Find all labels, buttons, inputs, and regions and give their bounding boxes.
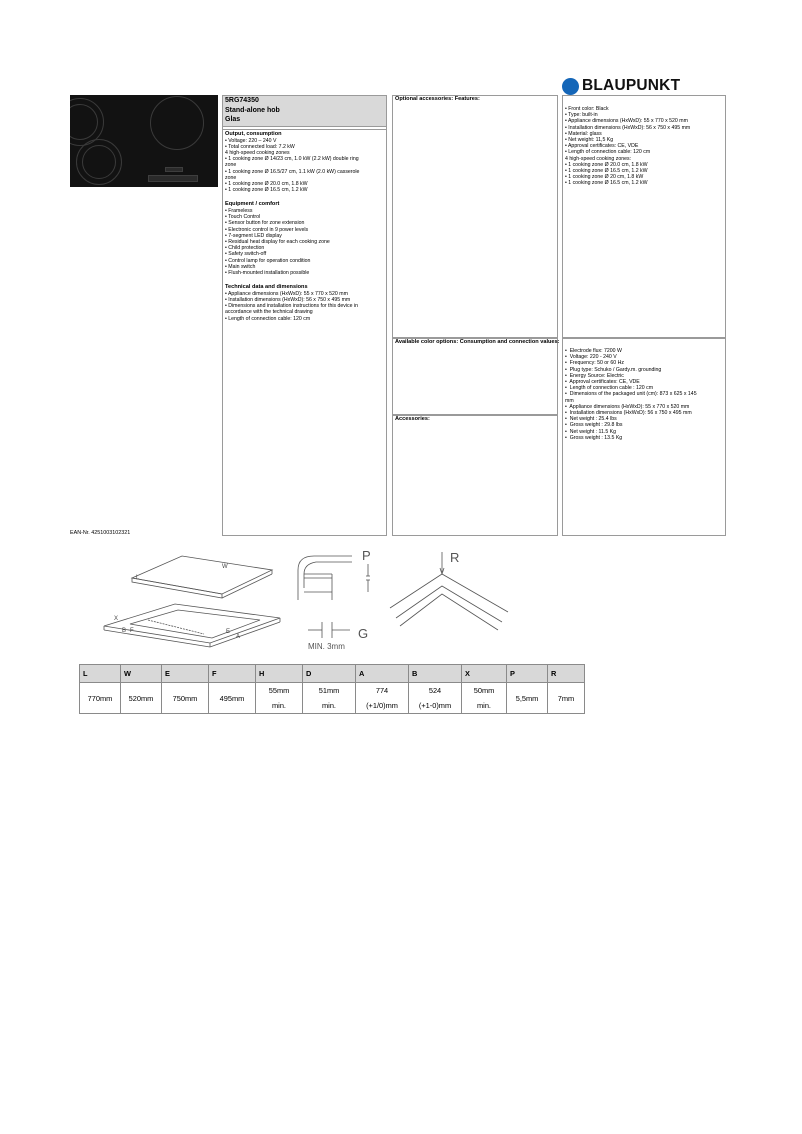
spec-line: • Electrode flux: 7200 W xyxy=(565,348,622,354)
spec-line: • Net weight: 11,5 Kg xyxy=(565,137,614,144)
dimension-value-line: min. xyxy=(272,701,286,710)
accessories-box xyxy=(392,415,558,536)
product-model: 5RG74350 xyxy=(225,97,259,104)
dimension-value-cell xyxy=(462,683,507,714)
color-options-heading: Available color options: Consumption and connection values: xyxy=(395,339,560,345)
spec-line: • 1 cooking zone Ø 16.5 cm, 1.2 kW xyxy=(565,168,648,175)
drawing-label-f: F xyxy=(130,628,134,634)
drawing-label-p: P xyxy=(362,548,371,563)
spec-line: • 1 cooking zone Ø 14/23 cm, 1.0 kW (2.2 kW) double ring xyxy=(225,156,359,163)
spec-line: • Flush-mounted installation possible xyxy=(225,270,310,277)
spec-line: accordance with the technical drawing xyxy=(225,309,313,316)
optional-accessories-box xyxy=(392,95,558,338)
dimension-header-cell: X xyxy=(462,665,507,683)
spec-line: • Gross weight : 29.8 lbs xyxy=(565,422,623,429)
dimension-value-cell xyxy=(256,683,303,714)
spec-line: 4 high-speed cooking zones xyxy=(225,150,290,156)
spec-line: • Dimensions and installation instructions for this device in xyxy=(225,303,359,310)
drawing-label-b: B xyxy=(122,628,127,634)
spec-line: • Appliance dimensions (HxWxD): 55 x 770 x 520 mm xyxy=(565,118,688,125)
spec-line: • Installation dimensions (HxWxD): 56 x 750 x 495 mm xyxy=(565,410,692,417)
dimension-value-cell xyxy=(121,683,162,714)
dimension-value-line: 7mm xyxy=(557,693,575,703)
ean-number: EAN-Nr. 4251003102321 xyxy=(70,530,131,536)
consumption-list-box xyxy=(562,338,726,536)
touch-control-strip xyxy=(148,175,198,182)
dimension-value-line: 55mm xyxy=(268,686,290,695)
spec-line: • Length of connection cable: 120 cm xyxy=(565,149,651,156)
spec-line: • Material: glass xyxy=(565,130,602,137)
dimension-header-cell: D xyxy=(303,665,356,683)
spec-line: • Sensor button for zone extension xyxy=(225,220,305,227)
section-heading: Output, consumption xyxy=(225,131,282,137)
logo-text: BLAUPUNKT xyxy=(582,77,681,94)
spec-line: • Electronic control in 9 power levels xyxy=(225,226,309,233)
dimension-value-line: 770mm xyxy=(87,693,113,703)
dimension-value-line: 520mm xyxy=(128,693,154,703)
dimension-value-cell xyxy=(162,683,209,714)
spec-line: • Energy Source: Electric xyxy=(565,372,624,379)
dimensions-value-row xyxy=(80,683,585,714)
spec-line: • Total connected load: 7.2 kW xyxy=(225,143,295,150)
dimension-header-cell: B xyxy=(409,665,462,683)
drawing-label-min: MIN. 3mm xyxy=(308,642,345,651)
control-indicator xyxy=(165,167,183,172)
spec-line: • Appliance dimensions (HxWxD): 55 x 770 x 520 mm xyxy=(225,290,348,297)
spec-line: • 1 cooking zone Ø 20 cm, 1.8 kW xyxy=(565,174,644,181)
dimension-value-line: (+1-0)mm xyxy=(418,701,452,710)
dimension-value-line: 51mm xyxy=(318,686,340,695)
dimension-value-cell xyxy=(209,683,256,714)
dimension-value-cell xyxy=(507,683,548,714)
dimension-value-cell xyxy=(409,683,462,714)
spec-line: • Residual heat display for each cooking zone xyxy=(225,239,330,246)
features-list-box xyxy=(562,95,726,338)
product-material: Glas xyxy=(225,116,241,123)
dimension-header-cell: A xyxy=(356,665,409,683)
dimension-value-line: 5,5mm xyxy=(515,693,539,703)
dimension-header-cell: R xyxy=(548,665,585,683)
dimension-value-cell xyxy=(356,683,409,714)
drawing-label-l: L xyxy=(136,575,140,581)
product-title-band xyxy=(223,96,386,127)
spec-line: • 1 cooking zone Ø 16.5 cm, 1.2 kW xyxy=(565,180,648,187)
optional-accessories-heading: Optional accessories: Features: xyxy=(395,96,480,102)
technical-drawing xyxy=(100,548,530,653)
spec-line: • 7-segment LED display xyxy=(225,232,282,239)
dimension-value-line: 750mm xyxy=(172,693,198,703)
section-heading: Technical data and dimensions xyxy=(225,284,308,291)
dimension-value-cell xyxy=(303,683,356,714)
drawing-label-x: X xyxy=(114,616,119,622)
spec-line: • Frameless xyxy=(225,208,253,215)
spec-line: • Touch Control xyxy=(225,214,261,221)
spec-line: • Approval certificates: CE, VDE xyxy=(565,379,640,386)
cooking-zone-graphic xyxy=(82,145,116,179)
spec-line: • Plug type: Schuko / Gardy.m. grounding xyxy=(565,366,662,373)
dimension-value-line: 774 xyxy=(375,686,389,695)
corner-radius-drawing xyxy=(390,552,508,630)
spec-line: • Net weight : 11.5 Kg xyxy=(565,428,617,435)
dimensions-table xyxy=(79,664,585,714)
spec-line: • Voltage: 220 – 240 V xyxy=(225,137,277,144)
accessories-heading: Accessories: xyxy=(395,416,430,422)
drawing-label-g: G xyxy=(358,626,369,641)
drawing-label-w: W xyxy=(222,564,228,570)
dimension-value-line: min. xyxy=(477,701,491,710)
spec-line: • Installation dimensions (HxWxD): 56 x 750 x 495 mm xyxy=(565,124,691,131)
dimension-header-cell: H xyxy=(256,665,303,683)
spec-line: • Gross weight : 13.5 Kg xyxy=(565,434,623,441)
product-description-box xyxy=(222,95,387,536)
spec-line: • Installation dimensions (HxWxD): 56 x 750 x 495 mm xyxy=(225,297,351,304)
spec-line: • Length of connection cable : 120 cm xyxy=(565,385,654,392)
spec-line: • 1 cooking zone Ø 20.0 cm, 1.8 kW xyxy=(565,161,648,168)
spec-line: mm xyxy=(565,397,574,404)
spec-line: • Safety switch-off xyxy=(225,251,267,258)
cooking-zone-graphic xyxy=(150,96,204,150)
brand-logo xyxy=(562,76,680,96)
drawing-label-e: E xyxy=(226,629,231,635)
spec-line: • 1 cooking zone Ø 16.5 cm, 1.2 kW xyxy=(225,187,308,194)
section-heading: Equipment / comfort xyxy=(225,201,280,208)
dimension-value-line: 524 xyxy=(428,686,442,695)
drawing-label-a: A xyxy=(236,634,241,640)
spec-line: • Approval certificates: CE, VDE xyxy=(565,143,639,150)
product-specs xyxy=(223,129,386,322)
spec-line: • Type: built-in xyxy=(565,112,598,119)
spec-line: • 1 cooking zone Ø 16.5/27 cm, 1.1 kW (2.0 kW) casserole xyxy=(225,168,360,175)
spec-line: • Length of connection cable: 120 cm xyxy=(225,315,311,322)
spec-line: zone xyxy=(225,162,237,169)
dimension-value-line: min. xyxy=(322,701,336,710)
dimension-value-line: 495mm xyxy=(219,693,245,703)
spec-line: 4 high-speed cooking zones: xyxy=(565,155,632,162)
dimensions-header-row xyxy=(80,665,585,683)
spec-line: • Child protection xyxy=(225,245,265,252)
spec-line: • Dimensions of the packaged unit (cm): 873 x 625 x 145 xyxy=(565,391,697,398)
spec-line: • Main switch xyxy=(225,263,256,270)
spec-line: zone xyxy=(225,174,237,181)
dimension-header-cell: P xyxy=(507,665,548,683)
product-type: Stand-alone hob xyxy=(225,106,280,114)
spec-line: • Net weight : 25.4 lbs xyxy=(565,416,617,423)
dimension-value-line: 50mm xyxy=(473,686,495,695)
dimension-header-cell: W xyxy=(121,665,162,683)
dimension-value-cell xyxy=(548,683,585,714)
dimension-header-cell: L xyxy=(80,665,121,683)
color-options-box xyxy=(392,338,558,415)
spec-line: • Appliance dimensions (HxWxD): 55 x 770 x 520 mm xyxy=(565,403,690,410)
dimension-value-cell xyxy=(80,683,121,714)
dimension-header-cell: E xyxy=(162,665,209,683)
spec-line: • 1 cooking zone Ø 20.0 cm, 1.8 kW xyxy=(225,181,308,188)
dimension-value-line: (+1/0)mm xyxy=(366,701,398,710)
dimension-header-cell: F xyxy=(209,665,256,683)
spec-line: • Voltage: 220 - 240 V xyxy=(565,354,617,361)
logo-dot-icon xyxy=(562,78,579,95)
spec-line: • Frequency: 50 or 60 Hz xyxy=(565,360,624,367)
drawing-label-r: R xyxy=(450,550,460,565)
product-photo xyxy=(70,95,218,187)
spec-line: • Control lamp for operation condition xyxy=(225,257,311,264)
spec-line: • Front color: Black xyxy=(565,106,609,112)
